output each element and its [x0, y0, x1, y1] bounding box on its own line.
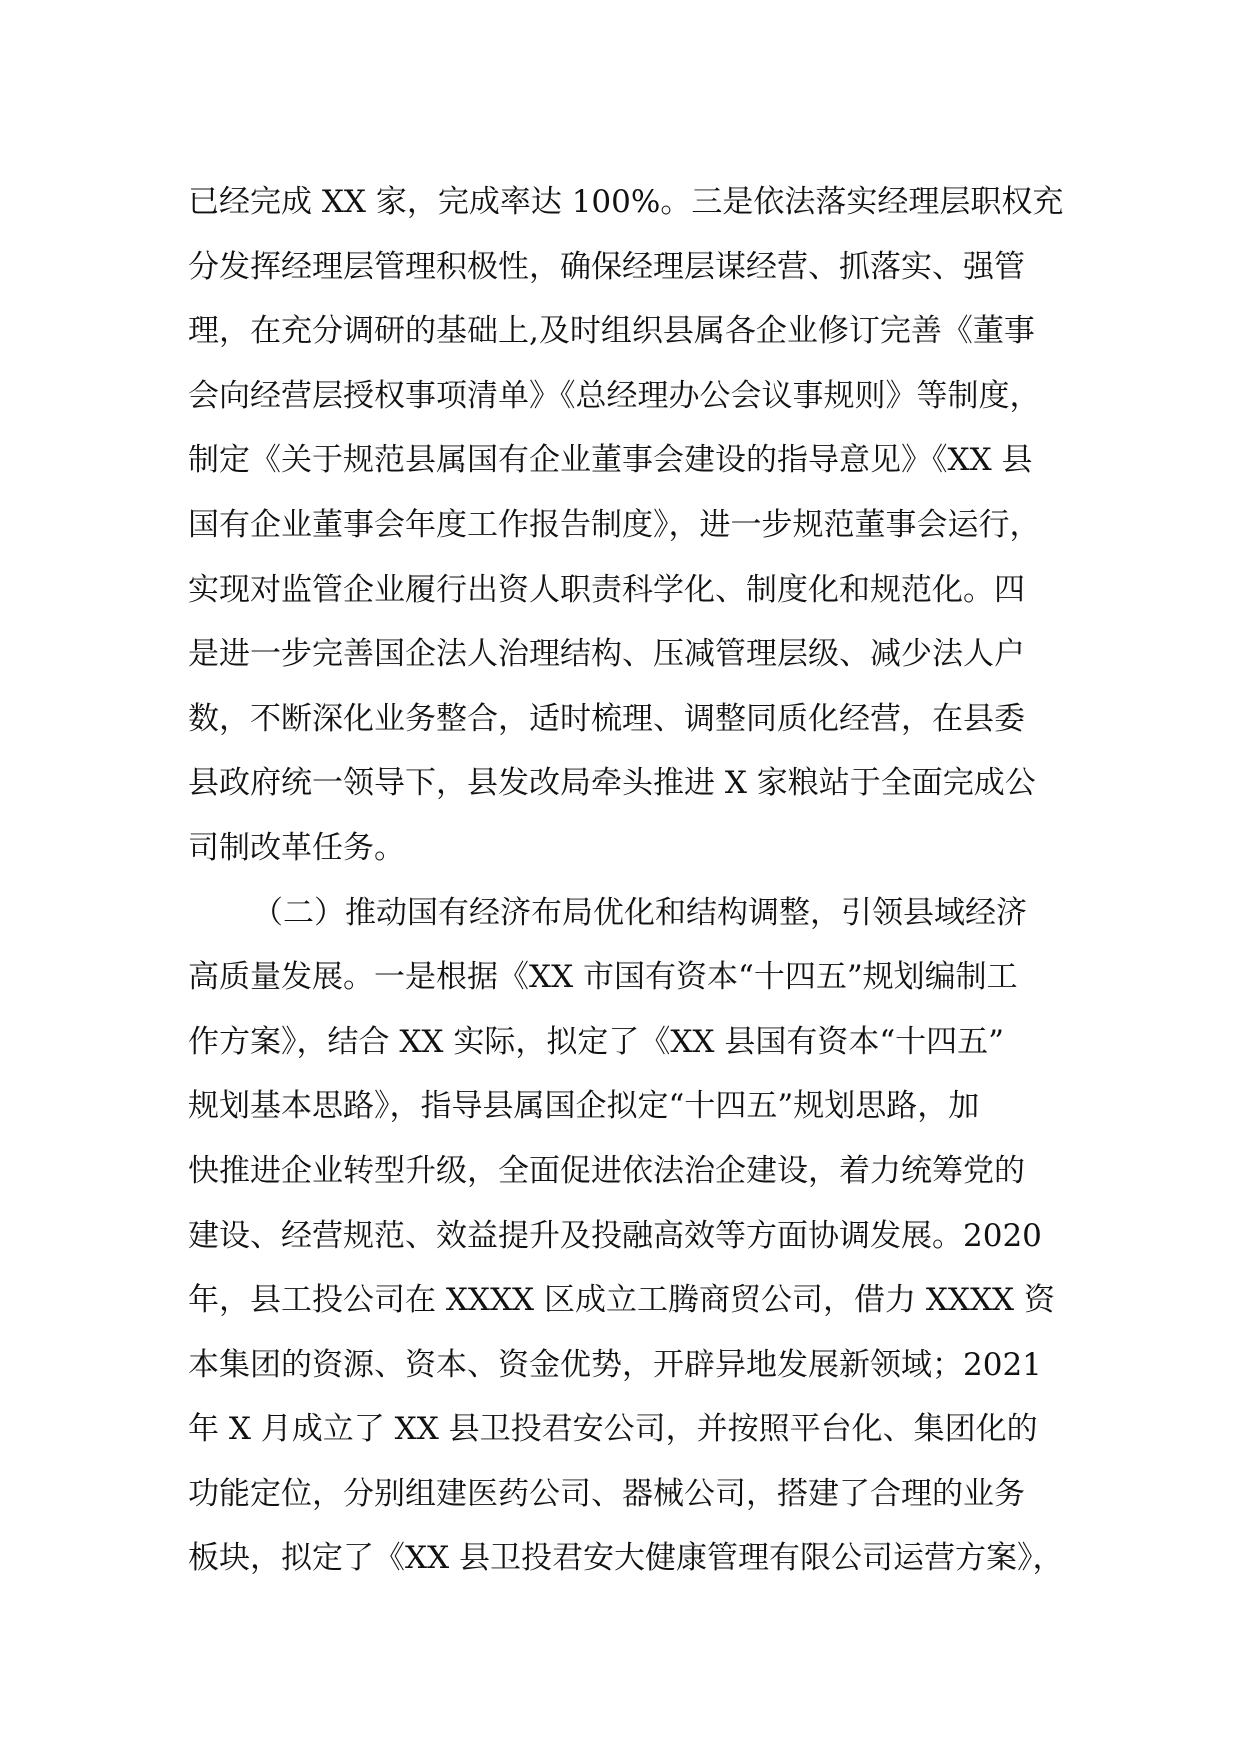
text-line: 数，不断深化业务整合，适时梳理、调整同质化经营，在县委: [188, 700, 1025, 737]
text-line: 国有企业董事会年度工作报告制度》，进一步规范董事会运行，: [188, 506, 1041, 543]
text-line: 实现对监管企业履行出资人职责科学化、制度化和规范化。四: [188, 571, 1025, 608]
text-line: 作方案》，结合 XX 实际，拟定了《XX 县国有资本“十四五”: [188, 1023, 1005, 1060]
text-line: 分发挥经理层管理积极性，确保经理层谋经营、抓落实、强管: [188, 248, 1025, 285]
text-line: 县政府统一领导下，县发改局牵头推进 X 家粮站于全面完成公: [188, 765, 1036, 802]
text-line: 制定《关于规范县属国有企业董事会建设的指导意见》《XX 县: [188, 442, 1033, 479]
body-text: [188, 170, 1088, 1591]
text-line: 规划基本思路》，指导县属国企拟定“十四五”规划思路，加: [188, 1088, 980, 1125]
text-line: 司制改革任务。: [188, 829, 405, 866]
text-line: 年 X 月成立了 XX 县卫投君安公司，并按照平台化、集团化的: [188, 1411, 1038, 1448]
text-line: 高质量发展。一是根据《XX 市国有资本“十四五”规划编制工: [188, 959, 1018, 996]
text-line: 是进一步完善国企法人治理结构、压减管理层级、减少法人户: [188, 636, 1025, 673]
text-line: 已经完成 XX 家，完成率达 100%。三是依法落实经理层职权充: [188, 184, 1064, 220]
text-line: 功能定位，分别组建医药公司、器械公司，搭建了合理的业务: [188, 1475, 1025, 1512]
text-line: 建设、经营规范、效益提升及投融高效等方面协调发展。2020: [188, 1217, 1042, 1254]
section-heading-line: （二）推动国有经济布局优化和结构调整，引领县域经济: [252, 894, 1027, 931]
text-line: 会向经营层授权事项清单》《总经理办公会议事规则》等制度，: [188, 377, 1041, 414]
text-line: 理，在充分调研的基础上,及时组织县属各企业修订完善《董事: [188, 313, 1035, 350]
text-line: 板块，拟定了《XX 县卫投君安大健康管理有限公司运营方案》，: [188, 1540, 1064, 1577]
text-line: 年，县工投公司在 XXXX 区成立工腾商贸公司，借力 XXXX 资: [188, 1282, 1055, 1319]
text-line: 本集团的资源、资本、资金优势，开辟异地发展新领域；2021: [188, 1346, 1042, 1383]
text-line: 快推进企业转型升级，全面促进依法治企建设，着力统筹党的: [188, 1152, 1025, 1189]
